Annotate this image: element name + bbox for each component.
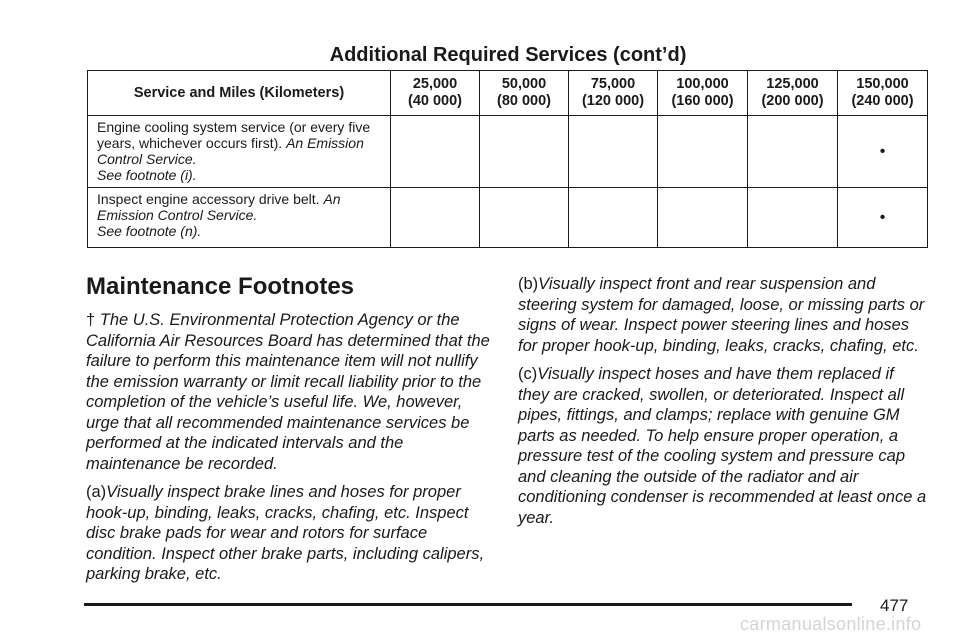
dagger-symbol: † xyxy=(86,311,96,329)
header-service-miles xyxy=(88,71,391,116)
header-interval-4 xyxy=(658,71,748,116)
footnote-text: Visually inspect front and rear suspension and steering system for damaged, loose, or missing parts or signs of wear. Inspect power steering lines and hoses for proper hook-up, binding, leaks, cracks, chafing, etc. xyxy=(518,275,925,355)
interval-mark xyxy=(391,188,480,248)
footnote-a xyxy=(86,482,496,585)
interval-mark xyxy=(569,116,658,188)
footnote-label: (b) xyxy=(518,275,539,293)
interval-km: (240 000) xyxy=(851,93,914,109)
interval-miles: 100,000 xyxy=(676,76,729,92)
table-title: Additional Required Services (cont’d) xyxy=(329,44,687,66)
service-name: Inspect engine accessory drive belt. xyxy=(97,191,320,207)
interval-km: (80 000) xyxy=(496,93,551,109)
interval-mark-bullet: • xyxy=(838,188,928,248)
interval-km: (120 000) xyxy=(581,93,645,109)
interval-miles: 125,000 xyxy=(766,76,819,92)
table-row xyxy=(88,188,928,248)
interval-mark-bullet: • xyxy=(838,116,928,188)
footer-divider xyxy=(84,603,852,606)
section-heading: Maintenance Footnotes xyxy=(86,273,355,300)
services-table xyxy=(87,70,928,248)
interval-mark xyxy=(391,116,480,188)
table-header-row xyxy=(88,71,928,116)
interval-km: (160 000) xyxy=(671,93,734,109)
footnote-label: (a) xyxy=(86,483,107,501)
interval-miles: 50,000 xyxy=(501,76,547,92)
header-interval-6 xyxy=(838,71,928,116)
service-note: An Emission Control Service. xyxy=(97,135,364,167)
service-note: An Emission Control Service. xyxy=(97,191,341,223)
service-description-cooling xyxy=(88,116,391,188)
service-text xyxy=(97,191,384,223)
footnote-text: Visually inspect brake lines and hoses for proper hook-up, binding, leaks, cracks, chafing, etc. Inspect disc brake pads for wear and rotors for surface condition. Inspect other brake parts, including calipers, parking brake, etc. xyxy=(86,483,485,583)
service-description-belt xyxy=(88,188,391,248)
footnote-text: The U.S. Environmental Protection Agency or the California Air Resources Board has determined that the failure to perform this maintenance item will not nullify the emission warranty or limit recall liability prior to the completion of the vehicle’s useful life. We, however, urge that all recommended maintenance services be performed at the indicated intervals and the maintenance be recorded. xyxy=(86,311,490,473)
interval-mark xyxy=(748,188,838,248)
service-footnote: See footnote (i). xyxy=(97,167,197,183)
header-interval-1 xyxy=(391,71,480,116)
interval-mark xyxy=(748,116,838,188)
footnote-label: (c) xyxy=(518,365,538,383)
footnote-b xyxy=(518,274,928,356)
interval-km: (40 000) xyxy=(407,93,462,109)
watermark: carmanualsonline.info xyxy=(740,614,922,634)
footnote-text: Visually inspect hoses and have them replaced if they are cracked, swollen, or deteriorated. Inspect all pipes, fittings, and clamps; replace with genuine GM parts as needed. To help ensure proper operation, a pressure test of the cooling system and pressure cap and cleaning the outside of the radiator and air conditioning condenser is recommended at least once a year. xyxy=(518,365,927,527)
interval-mark xyxy=(658,188,748,248)
service-name: Engine cooling system service (or every five years, whichever occurs first). xyxy=(97,119,371,151)
header-service-label: Service and Miles (Kilometers) xyxy=(133,84,345,101)
service-footnote: See footnote (n). xyxy=(97,223,202,239)
footnotes-right-column xyxy=(518,274,928,536)
interval-miles: 150,000 xyxy=(856,76,909,92)
interval-mark xyxy=(569,188,658,248)
table-row xyxy=(88,116,928,188)
interval-mark xyxy=(480,116,569,188)
service-text xyxy=(97,119,384,167)
interval-mark xyxy=(480,188,569,248)
interval-km: (200 000) xyxy=(761,93,824,109)
header-interval-5 xyxy=(748,71,838,116)
page-number: 477 xyxy=(880,596,909,615)
interval-mark xyxy=(658,116,748,188)
footnote-dagger xyxy=(86,310,496,474)
header-interval-3 xyxy=(569,71,658,116)
header-interval-2 xyxy=(480,71,569,116)
footnote-c xyxy=(518,364,928,528)
interval-miles: 25,000 xyxy=(412,76,458,92)
interval-miles: 75,000 xyxy=(590,76,636,92)
footnotes-left-column xyxy=(86,310,496,593)
